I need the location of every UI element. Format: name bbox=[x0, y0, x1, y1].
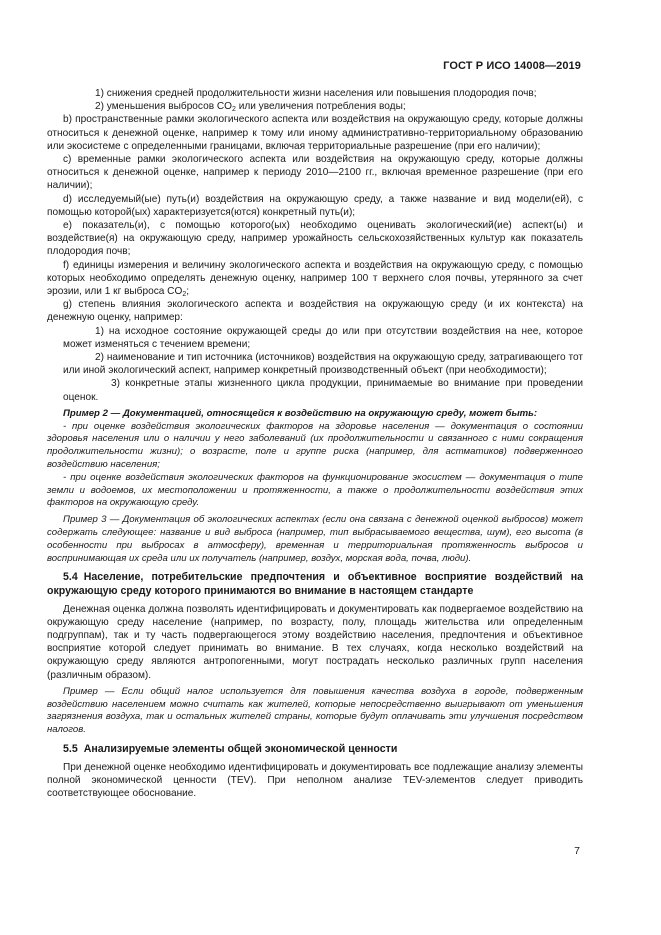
section-5-4-example: Пример — Если общий налог используется для повышения качества воздуха в городе, подверженным воздействию населением можно считать как жителей, которые непосредственно выигрывают от уменьшения загрязнения воздуха, так и остальных жителей страны, которые будут оплачивать эти улучшения посредством налогов. bbox=[47, 685, 583, 736]
example-2-item-a: - при оценке воздействия экологических факторов на здоровье населения — документация о состоянии здоровья населения или о наличии у него заболеваний (их продолжительности и связанного с ними сокращения продолжительности жизни); о возрасте, поле и группе риска (например, для астматиков) подверженного воздействию населения; bbox=[47, 420, 583, 471]
list-item-g: g) степень влияния экологического аспекта и воздействия на окружающую среду (и их контекста) на денежную оценку, например: bbox=[47, 299, 583, 324]
list-item-c: c) временные рамки экологического аспекта или воздействия на окружающую среду, которые должны относиться к денежной оценке, например к периоду 2010—2100 гг., включая временное разрешение (при его наличии); bbox=[47, 154, 583, 192]
list-item-e: e) показатель(и), с помощью которого(ых) необходимо оценивать экологический(ие) аспект(ы) и воздействие(я) на окружающую среду, например урожайность сельскохозяйственных культур как показатель плодородия почв; bbox=[47, 220, 583, 258]
list-item-d: d) исследуемый(ые) путь(и) воздействия на окружающую среду, а также название и вид модели(ей), с помощью которой(ых) характеризуется(ются) конкретный путь(и); bbox=[47, 193, 583, 218]
document-body bbox=[47, 87, 583, 800]
list-item-b: b) пространственные рамки экологического аспекта или воздействия на окружающую среду, которые должны относиться к денежной оценке, например к тому или иному административно-территориальному образованию или экосистеме с определенными границами, включая территориальные разрешение (при его наличии); bbox=[47, 114, 583, 152]
section-5-4-title: Население, потребительские предпочтения и объективное восприятие воздействий на окружающую среду которого принимаются во внимание в настоящем стандарте bbox=[47, 571, 583, 598]
section-5-5-paragraph: При денежной оценке необходимо идентифицировать и документировать все подлежащие анализу элементы полной экономической ценности (TEV). При неполном анализе TEV-элементов следует приводить соответствующее обоснование. bbox=[47, 761, 583, 800]
list-item-f: f) единицы измерения и величину экологического аспекта и воздействия на окружающую среду, с помощью которых необходимо определять денежную оценку, например 100 т верхнего слоя почвы, утерянного за счет эрозии, или 1 кг выброса $CO_2$; bbox=[47, 259, 583, 299]
section-5-4-number: 5.4 bbox=[63, 571, 78, 584]
section-5-4-heading bbox=[47, 571, 583, 598]
list-item-g1: 1) на исходное состояние окружающей среды до или при отсутствии воздействия на нее, которое может изменяться с течением времени; bbox=[63, 325, 583, 350]
section-5-4-paragraph: Денежная оценка должна позволять идентифицировать и документировать как подвергаемое воздействию на окружающую среду население (например, по возрасту, полу, площадь жительства или определенным подгруппам), так и ту часть подвергающегося этому воздействию населения, предпочтения и объективное восприятие которой следует принимать во внимание. В тех случаях, когда несколько воздействий на окружающую среду являются антропогенными, могут пострадать несколько различных групп населения (различным образом). bbox=[47, 603, 583, 681]
section-5-5-title: Анализируемые элементы общей экономической ценности bbox=[83, 743, 398, 756]
list-item-g3: 3) конкретные этапы жизненного цикла продукции, принимаемые во внимание при проведении оценок. bbox=[63, 378, 583, 403]
example-2-lead: Пример 2 — Документацией, относящейся к воздействию на окружающую среду, может быть: bbox=[63, 407, 538, 419]
example-3: Пример 3 — Документация об экологических аспектах (если она связана с денежной оценкой выбросов) может содержать следующее: название и вид выброса (например, тип выбрасываемого вещества, шум), его высота (в особенности при выбросах в атмосферу), временная и территориальная протяженность выбросов и воспринимающая их среда или их получатель (например, воздух, морская вода, почва, люди). bbox=[47, 514, 583, 564]
document-header-code: ГОСТ Р ИСО 14008—2019 bbox=[443, 60, 581, 72]
list-item-g2: 2) наименование и тип источника (источников) воздействия на окружающую среду, затрагивающего тот или иной экологический аспект, например конкретный производственный объект (при необходимости); bbox=[63, 352, 583, 377]
section-5-5-number: 5.5 bbox=[63, 743, 78, 756]
section-5-5-heading bbox=[47, 743, 583, 757]
list-item-2: 2) уменьшения выбросов $CO_2$ или увеличения потребления воды; bbox=[95, 101, 406, 114]
example-2-item-b: - при оценке воздействия экологических факторов на функционирование экосистем — документация о типе земли и водоемов, их местоположении и протяженности, а также о продолжительности воздействия этих факторов на окружающую среду. bbox=[47, 471, 583, 509]
page-number: 7 bbox=[574, 845, 580, 857]
list-item-1: 1) снижения средней продолжительности жизни населения или повышения плодородия почв; bbox=[95, 88, 537, 99]
